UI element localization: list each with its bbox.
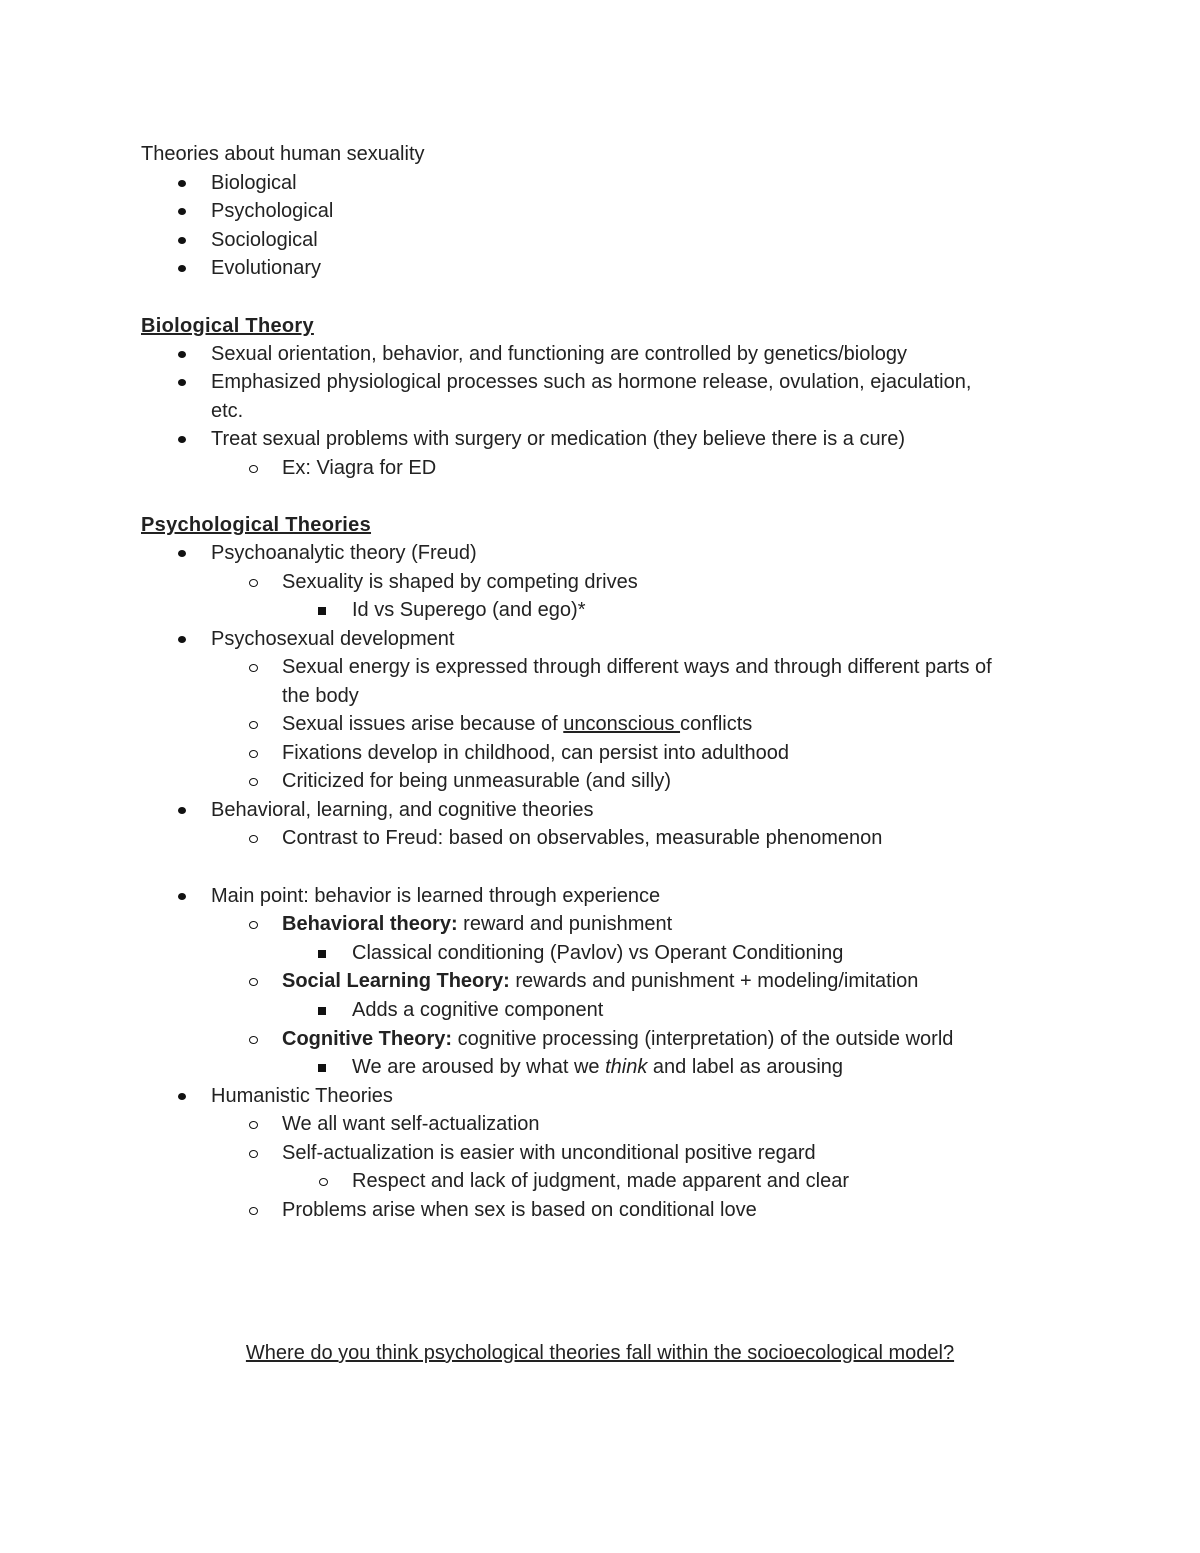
bullet-icon [178,893,186,900]
circle-bullet-icon [249,1207,258,1215]
list-item-text: Psychoanalytic theory (Freud) [211,542,477,564]
text-run: and label as arousing [647,1056,844,1078]
list-item-text: Treat sexual problems with surgery or medication (they believe there is a cure) [211,428,906,450]
list-item-text: Psychological [211,200,334,222]
list-item-text: We all want self-actualization [282,1113,540,1135]
circle-bullet-icon [249,721,258,729]
list-item-text: Respect and lack of judgment, made apparent and clear [352,1170,849,1192]
circle-bullet-icon [249,1150,258,1158]
list-item-text [282,969,918,993]
bullet-icon [178,265,186,272]
circle-bullet-icon [319,1178,328,1186]
bullet-icon [178,237,186,244]
list-item-text: Humanistic Theories [211,1085,393,1107]
bullet-icon [178,1093,186,1100]
list-item-text: Fixations develop in childhood, can persist into adulthood [282,742,789,764]
circle-bullet-icon [249,1036,258,1044]
italic-text: think [605,1056,648,1078]
text-run: We are aroused by what we [352,1056,606,1078]
list-item-text [282,912,672,936]
closing-question: Where do you think psychological theories fall within the socioecological model? [245,1342,955,1364]
circle-bullet-icon [249,664,258,672]
list-item-text: Problems arise when sex is based on conditional love [282,1199,757,1221]
list-item-text: Ex: Viagra for ED [282,457,437,479]
circle-bullet-icon [249,921,258,929]
square-bullet-icon [318,1007,326,1015]
bold-label: Social Learning Theory: [282,970,510,992]
list-item-text: Id vs Superego (and ego)* [352,599,586,621]
bullet-icon [178,636,186,643]
text-run: Sexual issues arise because of [282,713,564,735]
intro-title: Theories about human sexuality [141,143,425,165]
list-item-text: Behavioral, learning, and cognitive theories [211,799,594,821]
bullet-icon [178,180,186,187]
psychological-heading: Psychological Theories [141,514,372,536]
circle-bullet-icon [249,579,258,587]
list-item-text: Self-actualization is easier with unconditional positive regard [282,1142,816,1164]
bullet-icon [178,807,186,814]
bullet-icon [178,208,186,215]
bullet-icon [178,436,186,443]
bullet-icon [178,550,186,557]
list-item-text: Main point: behavior is learned through experience [211,885,661,907]
list-item-text: Contrast to Freud: based on observables, measurable phenomenon [282,827,883,849]
list-item-text: Sexual orientation, behavior, and functioning are controlled by genetics/biology [211,343,908,365]
circle-bullet-icon [249,465,258,473]
list-item-text: Sociological [211,229,318,251]
list-item-text: Classical conditioning (Pavlov) vs Operant Conditioning [352,942,844,964]
square-bullet-icon [318,1064,326,1072]
list-item-text: Sexual energy is expressed through different ways and through different parts of [282,656,992,678]
circle-bullet-icon [249,750,258,758]
list-item-text [282,712,752,736]
square-bullet-icon [318,607,326,615]
bullet-icon [178,351,186,358]
circle-bullet-icon [249,778,258,786]
list-item-text: Psychosexual development [211,628,455,650]
square-bullet-icon [318,950,326,958]
text-run: rewards and punishment + modeling/imitation [509,970,919,992]
text-run: conflicts [680,713,753,735]
list-item-text: the body [282,685,359,707]
bold-label: Cognitive Theory: [282,1028,453,1050]
underlined-text: unconscious [563,713,681,735]
list-item-text [282,1027,953,1051]
text-run: reward and punishment [457,913,673,935]
circle-bullet-icon [249,1121,258,1129]
list-item-text: Emphasized physiological processes such as hormone release, ovulation, ejaculation, [211,371,972,393]
list-item-text [352,1055,843,1079]
list-item-text: Evolutionary [211,257,322,279]
list-item-text: etc. [211,400,244,422]
list-item-text: Adds a cognitive component [352,999,604,1021]
bullet-icon [178,379,186,386]
circle-bullet-icon [249,835,258,843]
list-item-text: Sexuality is shaped by competing drives [282,571,638,593]
biological-heading: Biological Theory [141,315,314,337]
circle-bullet-icon [249,978,258,986]
text-run: cognitive processing (interpretation) of the outside world [452,1028,954,1050]
list-item-text: Biological [211,172,297,194]
list-item-text: Criticized for being unmeasurable (and silly) [282,770,672,792]
bold-label: Behavioral theory: [282,913,458,935]
